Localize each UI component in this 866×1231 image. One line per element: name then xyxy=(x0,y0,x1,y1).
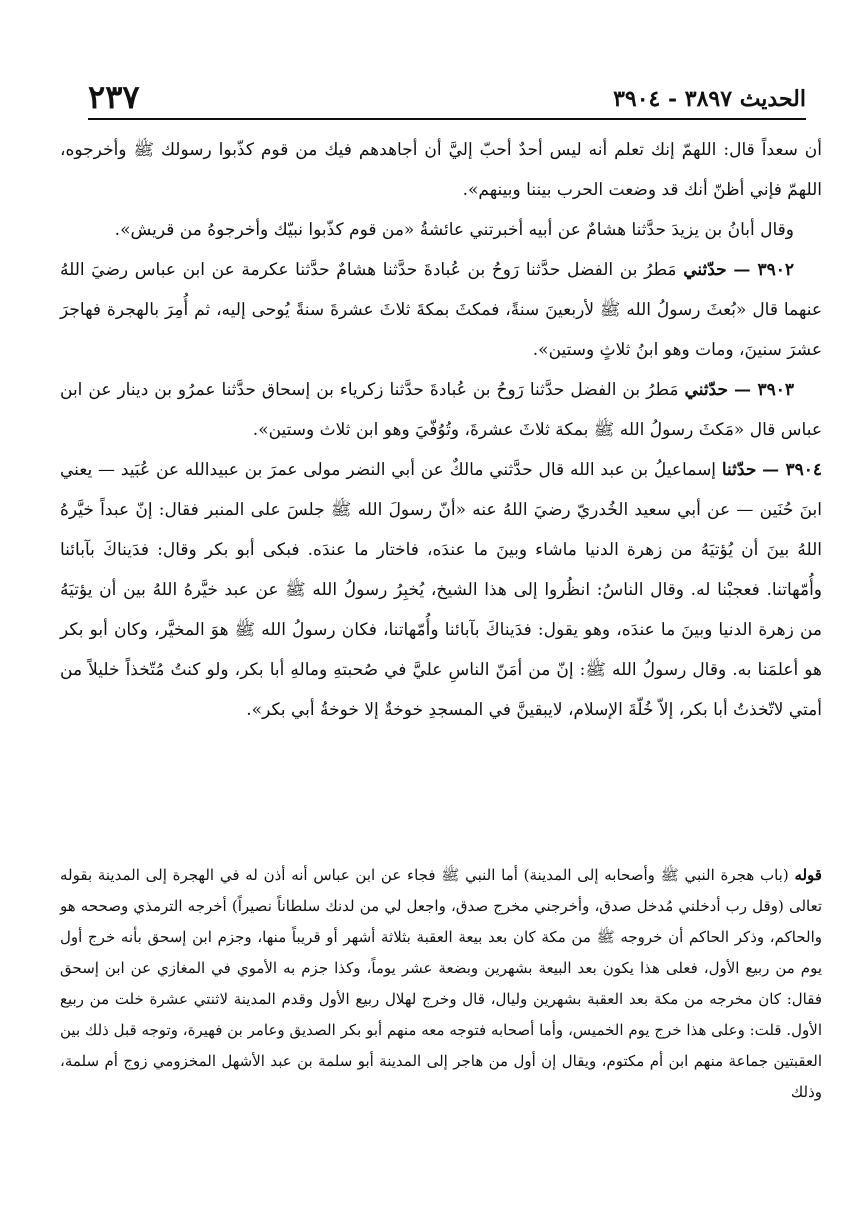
hadith-paragraph-text: إسماعيلُ بن عبد الله قال حدَّثني مالكٌ عن أبي النضر مولى عمرَ بن عبيدالله عن عُبَيد — يعني ابنَ حُنَين — عن أبي سعيد الخُدريّ رضيَ اللهُ عنه «أنّ رسولَ الله ﷺ جلسَ على المنبر فقال: إنّ عبداً خيَّرهُ اللهُ بينَ أن يُؤتيَهُ من زهرة الدنيا ماشاء وبينَ ما عندَه، فاختار ما عندَه. فبكى أبو بكر وقال: فدَيناكَ بآبائنا وأُمّهاتنا. فعجبْنا له. وقال الناسُ: انظُروا إلى هذا الشيخ، يُخبِرُ رسولُ الله ﷺ عن عبد خيَّرهُ اللهُ بين أن يؤتيَهُ من زهرة الدنيا وبينَ ما عندَه، وهو يقول: فدَيناكَ بآبائنا وأُمّهاتنا، فكان رسولُ الله ﷺ هوَ المخيَّر، وكان أبو بكر هو أعلمَنا به. وقال رسولُ الله ﷺ: إنّ من أمَنّ الناسِ عليَّ في صُحبتهِ ومالهِ أبا بكر، ولو كنتُ مُتّخذاً خليلاً من أمتي لاتّخذتُ أبا بكر، إلاّ خُلّةَ الإسلام، لايبقينَّ في المسجدِ خوخةٌ إلا خوخةُ أبي بكر». xyxy=(60,460,822,720)
hadith-paragraph-3904 xyxy=(60,450,822,730)
hadith-paragraph-3902 xyxy=(60,250,822,370)
hadith-lead-word: حدّثنا xyxy=(721,460,757,480)
commentary-lead-word: قوله xyxy=(794,866,822,884)
hadith-lead-word: حدّثني xyxy=(684,380,728,400)
hadith-paragraph-text: مَطرُ بن الفضل حدَّثنا رَوحُ بن عُبادةَ حدَّثنا هشامٌ حدَّثنا عكرمة عن ابن عباس رضيَ اللهُ عنهما قال «بُعثَ رسولُ الله ﷺ لأربعينَ سنةً، فمكثَ بمكةَ ثلاثَ عشرةَ سنةً يُوحى إليه، ثم أُمِرَ بالهجرة فهاجرَ عشرَ سنينَ، ومات وهو ابنُ ثلاثٍ وستين». xyxy=(60,260,822,360)
page-number: ٢٣٧ xyxy=(88,78,140,116)
hadith-paragraph-continuation xyxy=(60,130,822,210)
header-divider xyxy=(88,118,806,120)
hadith-paragraph-aban xyxy=(60,210,822,250)
hadith-range-heading: الحديث ٣٨٩٧ - ٣٩٠٤ xyxy=(613,86,806,112)
hadith-paragraph-3903 xyxy=(60,370,822,450)
hadith-paragraph-text: مَطرُ بن الفضل حدَّثنا رَوحُ بن عُبادةَ حدَّثنا زكرياء بن إسحاق حدَّثنا عمرُو بن دينار عن ابن عباس قال «مَكثَ رسولُ الله ﷺ بمكة ثلاثَ عشرةَ، وتُوُفّيَ وهو ابن ثلاث وستين». xyxy=(60,380,822,440)
commentary-block xyxy=(60,860,822,1108)
commentary-paragraph xyxy=(60,860,822,1108)
hadith-number: ٣٩٠٣ — xyxy=(734,380,795,400)
hadith-paragraph-text: وقال أبانُ بن يزيدَ حدَّثنا هشامٌ عن أبيه أخبرتني عائشةُ «من قوم كذّبوا نبيّك وأخرجوهُ من قريش». xyxy=(114,220,794,240)
hadith-number: ٣٩٠٤ — xyxy=(762,460,823,480)
hadith-paragraph-text: أن سعداً قال: اللهمّ إنك تعلم أنه ليس أحدٌ أحبّ إليَّ أن أجاهدهم فيك من قوم كذّبوا رسولك ﷺ وأخرجوه، اللهمّ فإني أظنّ أنك قد وضعت الحرب بيننا وبينهم». xyxy=(60,140,822,200)
running-header xyxy=(88,78,806,118)
commentary-paragraph-text: (باب هجرة النبي ﷺ وأصحابه إلى المدينة) أما النبي ﷺ فجاء عن ابن عباس أنه أذن له في الهجرة إلى المدينة بقوله تعالى (وقل رب أدخلني مُدخل صدق، وأخرجني مخرج صدق، واجعل لي من لدنك سلطاناً نصيراً) أخرجه الترمذي وصححه هو والحاكم، وذكر الحاكم أن خروجه ﷺ من مكة كان بعد بيعة العقبة بثلاثة أشهر أو قريباً منها، وجزم ابن إسحق بأنه خرج أول يوم من ربيع الأول، فعلى هذا يكون بعد البيعة بشهرين وبضعة عشر يوماً، وكذا جزم به الأموي في المغازي عن ابن إسحق فقال: كان مخرجه من مكة بعد العقبة بشهرين وليال، قال وخرج لهلال ربيع الأول وقدم المدينة لاثنتي عشرة خلت من ربيع الأول. قلت: وعلى هذا خرج يوم الخميس، وأما أصحابه فتوجه معه منهم أبو بكر الصديق وعامر بن فهيرة، وتوجه قبل ذلك بين العقبتين جماعة منهم ابن أم مكتوم، ويقال إن أول من هاجر إلى المدينة أبو سلمة بن عبد الأشهل المخزومي زوج أم سلمة، وذلك xyxy=(60,866,822,1101)
hadith-lead-word: حدّثني xyxy=(683,260,727,280)
hadith-number: ٣٩٠٢ — xyxy=(733,260,795,280)
hadith-text-block xyxy=(60,130,822,730)
